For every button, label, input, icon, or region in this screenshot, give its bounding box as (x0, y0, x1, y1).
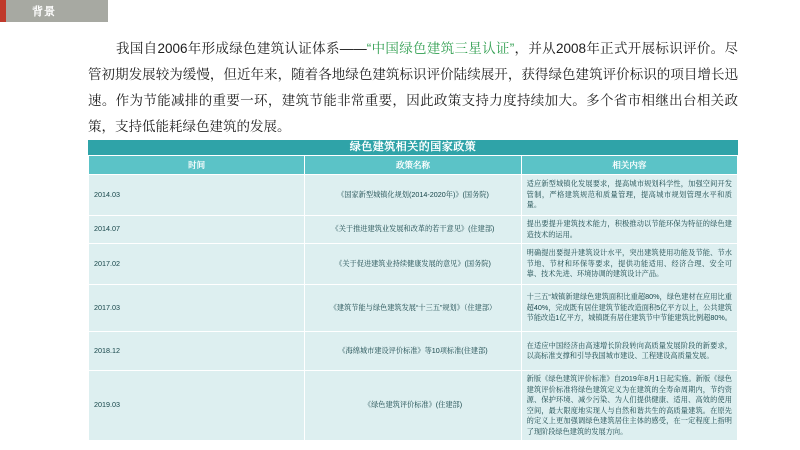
policy-table-body (89, 175, 738, 441)
cell-content: 明确提出要提升建筑设计水平，突出建筑使用功能及节能、节水节地、节材和环保等要求，提供功能适用、经济合理、安全可靠、技术先进、环境协调的建筑设计产品。 (521, 244, 737, 285)
column-header-time: 时间 (89, 156, 305, 175)
body-paragraph (88, 36, 738, 140)
section-title: 背景 (32, 6, 56, 18)
policy-table-caption: 绿色建筑相关的国家政策 (88, 140, 738, 155)
cell-content: 在适应中国经济由高速增长阶段转向高质量发展阶段的新要求，以高标准支撑和引导我国城市建设、工程建设高质量发展。 (521, 332, 737, 371)
table-row (89, 285, 738, 332)
policy-table-wrapper (88, 140, 738, 441)
cell-content: 提出要提升建筑技术能力，积极推动以节能环保为特征的绿色建造技术的运用。 (521, 216, 737, 244)
table-row (89, 332, 738, 371)
cell-time: 2017.02 (89, 244, 305, 285)
table-row (89, 216, 738, 244)
cell-name: 《国家新型城镇化规划(2014-2020年)》(国务院) (305, 175, 521, 216)
cell-content: 适应新型城镇化发展要求，提高城市规划科学性，加强空间开发管制，严格建筑规范和质量管理，提高城市规划管理水平和质量。 (521, 175, 737, 216)
cell-content: 十三五“城镇新建绿色建筑面积比重超80%，绿色建材在应用比重超40%，完成既有居住建筑节能改造面积5亿平方以上，公共建筑节能改造1亿平方，城镇既有居住建筑节中节能建筑比例超80%。 (521, 285, 737, 332)
paragraph-highlight: “中国绿色建筑三星认证” (366, 41, 515, 56)
table-row (89, 175, 738, 216)
policy-table-head (89, 156, 738, 175)
cell-time: 2017.03 (89, 285, 305, 332)
cell-name: 《海绵城市建设评价标准》等10项标准(住建部) (305, 332, 521, 371)
cell-time: 2018.12 (89, 332, 305, 371)
policy-table (88, 140, 738, 441)
column-header-content: 相关内容 (521, 156, 737, 175)
paragraph-part-2: ，并从2008年正式开展标识评价。尽管初期发展较为缓慢，但近年来，随着各地绿色建筑标识评价陆续展开，获得绿色建筑评价标识的项目增长迅速。作为节能减排的重要一环，建筑节能非常重要，因此政策支持力度持续加大。多个省市相继出台相关政策，支持低能耗绿色建筑的发展。 (88, 41, 738, 134)
cell-time: 2014.03 (89, 175, 305, 216)
cell-name: 《关于推进建筑业发展和改革的若干意见》(住建部) (305, 216, 521, 244)
table-row (89, 371, 738, 441)
cell-time: 2014.07 (89, 216, 305, 244)
cell-content: 新版《绿色建筑评价标准》自2019年8月1日起实施。新版《绿色建筑评价标准将绿色建筑定义为在建筑的全寿命周期内，节约资源、保护环境、减少污染、为人们提供健康、适用、高效的使用空间，最大限度地实现人与自然和谐共生的高质量建筑。在原先的定义上更加强调绿色建筑居住主体的感受，在一定程度上指明了现阶段绿色建筑的发展方向。 (521, 371, 737, 441)
table-header-row (89, 156, 738, 175)
cell-time: 2019.03 (89, 371, 305, 441)
cell-name: 《关于促进建筑业持续健康发展的意见》(国务院) (305, 244, 521, 285)
paragraph-part-1: 我国自2006年形成绿色建筑认证体系—— (116, 41, 367, 56)
column-header-name: 政策名称 (305, 156, 521, 175)
table-row (89, 244, 738, 285)
cell-name: 《绿色建筑评价标准》(住建部) (305, 371, 521, 441)
section-header-tab (0, 0, 108, 22)
cell-name: 《建筑节能与绿色建筑发展“十三五”规划》（住建部） (305, 285, 521, 332)
